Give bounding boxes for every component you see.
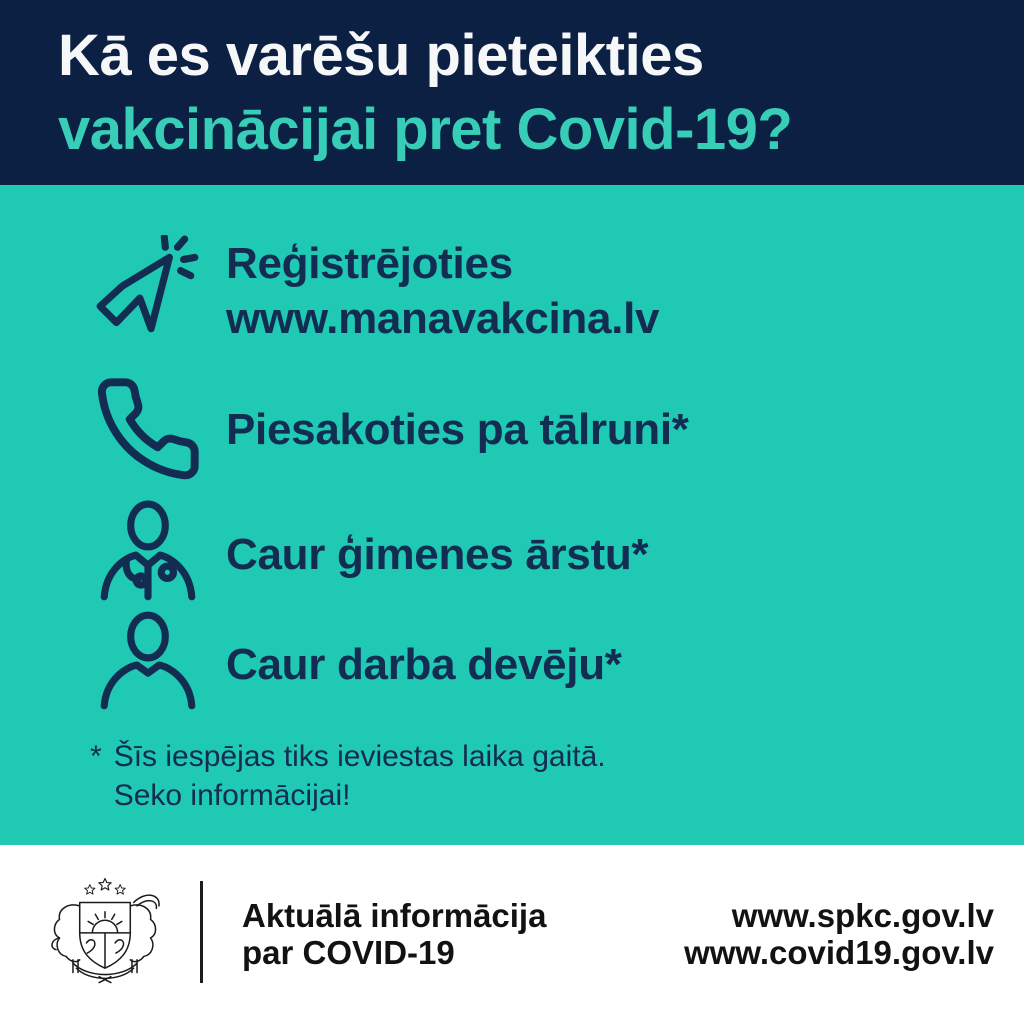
item-text-line1: Caur ģimenes ārstu* <box>226 529 649 579</box>
footnote-text <box>114 737 606 815</box>
item-text-line2: www.manavakcina.lv <box>226 294 660 343</box>
latvia-coat-of-arms-icon <box>46 875 164 989</box>
footer-url-covid19: www.covid19.gov.lv <box>684 934 994 971</box>
list-item-family-doctor <box>92 498 648 610</box>
footer-info-line1: Aktuālā informācija <box>242 897 547 934</box>
footer-bar <box>0 845 1024 1024</box>
header-banner <box>0 0 1024 185</box>
footer-info-line2: par COVID-19 <box>242 934 455 971</box>
item-text <box>226 527 648 582</box>
footnote-asterisk: * <box>90 740 102 773</box>
item-text-line1: Piesakoties pa tālruni* <box>226 404 689 454</box>
cursor-click-icon <box>92 235 204 347</box>
footer-info-label <box>242 897 546 971</box>
item-text <box>226 402 689 457</box>
list-item-phone <box>92 373 689 485</box>
footnote-line1: Šīs iespējas tiks ieviestas laika gaitā. <box>113 740 606 773</box>
list-item-employer <box>92 608 622 720</box>
footer-urls <box>684 897 994 971</box>
item-text-line1: Caur darba devēju* <box>226 639 622 689</box>
footnote <box>90 737 606 815</box>
options-section <box>0 185 1024 845</box>
person-icon <box>92 608 204 720</box>
page-title-line2: vakcinācijai pret Covid-19? <box>58 96 793 162</box>
item-text-line1: Reģistrējoties <box>226 239 513 288</box>
footnote-line2: Seko informācijai! <box>113 779 351 812</box>
item-text <box>226 637 622 692</box>
footer-url-spkc: www.spkc.gov.lv <box>731 897 994 934</box>
phone-icon <box>92 373 204 485</box>
item-text <box>226 236 659 346</box>
doctor-icon <box>92 498 204 610</box>
list-item-register-online <box>92 235 659 347</box>
footer-divider <box>200 881 203 983</box>
page-title-line1: Kā es varēšu pieteikties <box>58 22 704 88</box>
